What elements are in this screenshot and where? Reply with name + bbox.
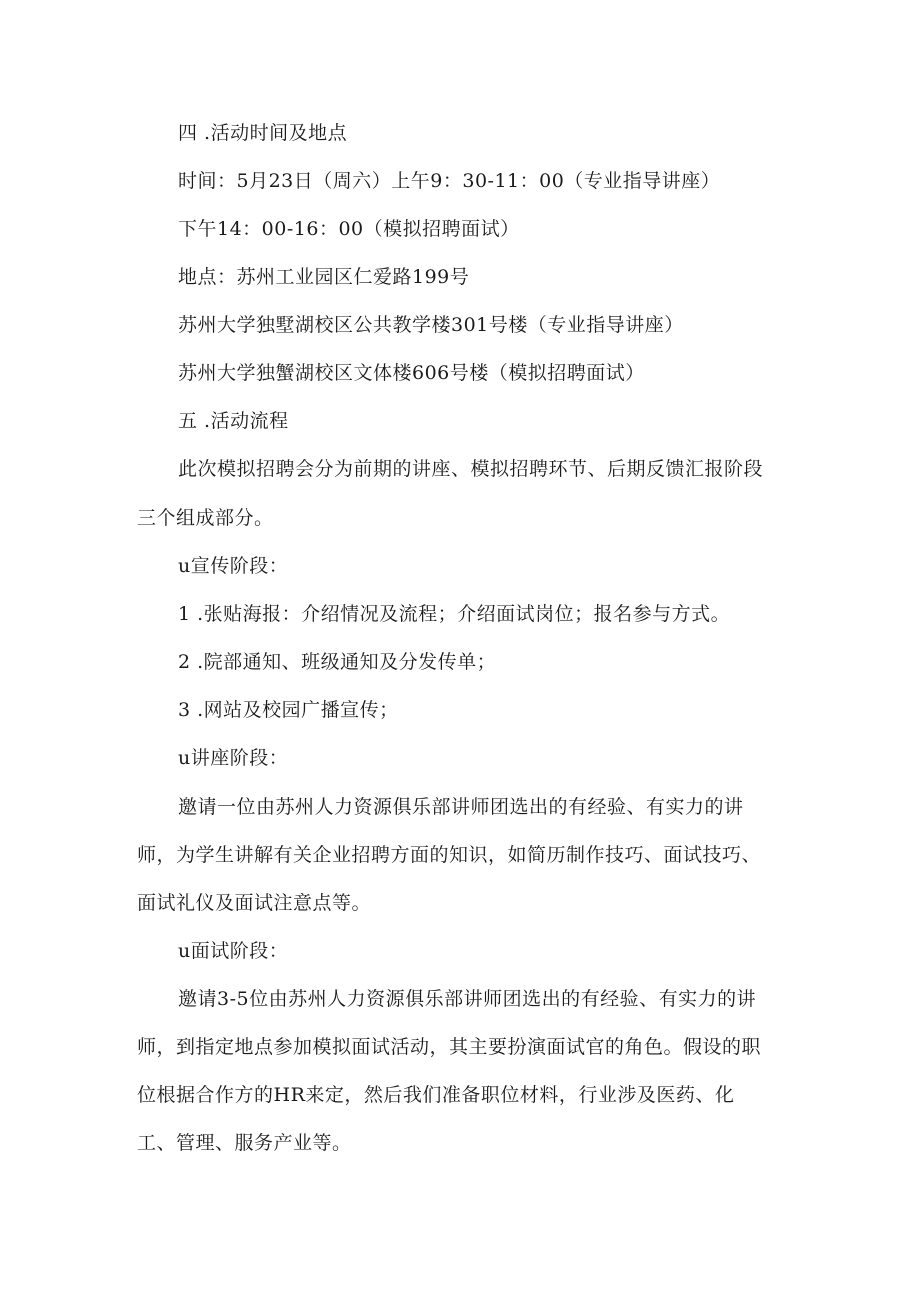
lecture-paragraph-line-3: 面试礼仪及面试注意点等。 xyxy=(137,892,372,914)
stage-heading-promotion: u宣传阶段： xyxy=(178,555,289,577)
process-paragraph-line-1: 此次模拟招聘会分为前期的讲座、模拟招聘环节、后期反馈汇报阶段 xyxy=(178,458,764,480)
interview-paragraph-line-2: 师，到指定地点参加模拟面试活动，其主要扮演面试官的角色。假设的职 xyxy=(137,1036,762,1058)
promotion-item-3: 3 .网站及校园广播宣传； xyxy=(178,699,399,721)
interview-paragraph-line-3: 位根据合作方的HR来定，然后我们准备职位材料，行业涉及医药、化 xyxy=(137,1084,735,1106)
interview-paragraph-line-4: 工、管理、服务产业等。 xyxy=(137,1132,352,1154)
process-paragraph-line-2: 三个组成部分。 xyxy=(137,507,274,529)
lecture-paragraph-line-2: 师，为学生讲解有关企业招聘方面的知识，如简历制作技巧、面试技巧、 xyxy=(137,844,762,866)
promotion-item-2: 2 .院部通知、班级通知及分发传单； xyxy=(178,651,497,673)
location-line: 地点：苏州工业园区仁爱路199号 xyxy=(178,266,470,288)
stage-heading-interview: u面试阶段： xyxy=(178,940,289,962)
location-lecture-line: 苏州大学独墅湖校区公共教学楼301号楼（专业指导讲座） xyxy=(178,314,684,336)
time-morning-line: 时间：5月23日（周六）上午9：30-11：00（专业指导讲座） xyxy=(178,170,721,192)
location-interview-line: 苏州大学独蟹湖校区文体楼606号楼（模拟招聘面试） xyxy=(178,362,645,384)
stage-heading-lecture: u讲座阶段： xyxy=(178,747,289,769)
promotion-item-1: 1 .张贴海报：介绍情况及流程；介绍面试岗位；报名参与方式。 xyxy=(178,603,731,625)
section-heading-4: 四 .活动时间及地点 xyxy=(178,122,348,144)
interview-paragraph-line-1: 邀请3-5位由苏州人力资源俱乐部讲师团选出的有经验、有实力的讲 xyxy=(178,988,757,1010)
lecture-paragraph-line-1: 邀请一位由苏州人力资源俱乐部讲师团选出的有经验、有实力的讲 xyxy=(178,796,744,818)
section-heading-5: 五 .活动流程 xyxy=(178,410,289,432)
time-afternoon-line: 下午14：00-16：00（模拟招聘面试） xyxy=(178,218,520,240)
